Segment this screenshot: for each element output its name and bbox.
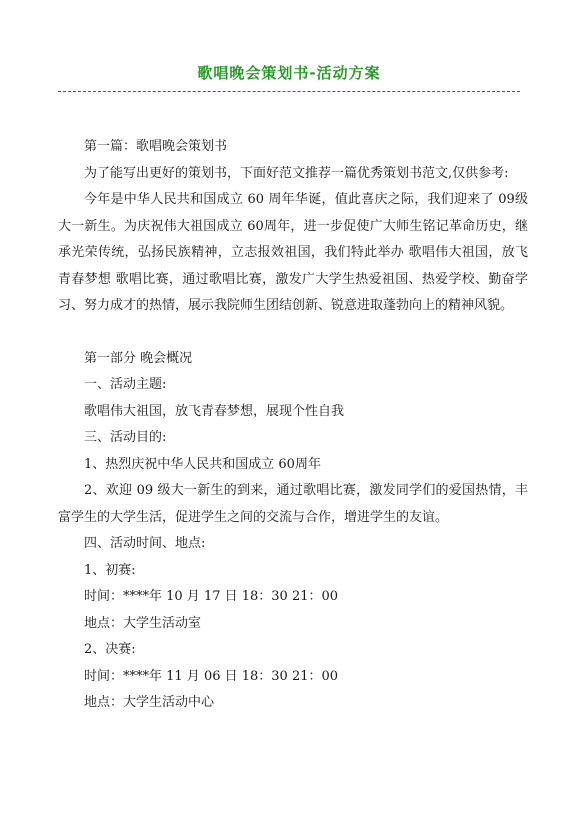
list-item: 一、活动主题: <box>84 377 167 392</box>
paragraph-gap <box>58 320 528 346</box>
part-heading: 第一部分 晚会概况 <box>84 350 193 366</box>
body-paragraph: 今年是中华人民共和国成立 60 周年华诞，值此喜庆之际，我们迎来了 09级大一新生。为庆祝伟大祖国成立 60周年，进一步促使广大师生铭记革命历史，继承光荣传统，弘扬民族精神，立志报效祖国，我们特此举办 歌唱伟大祖国，放飞青春梦想 歌唱比赛，通过歌唱比赛，激发广大学生热爱祖国、热爱学校、勤奋学习、努力成才的热情，展示我院师生团结创新、锐意进取蓬勃向上的精神风貌。 <box>58 192 528 313</box>
document-body <box>58 134 528 717</box>
list-item: 歌唱伟大祖国，放飞青春梦想，展现个性自我 <box>84 403 345 419</box>
list-item: 地点：大学生活动中心 <box>84 695 215 710</box>
list-item: 地点：大学生活动室 <box>84 615 202 631</box>
list-item: 四、活动时间、地点: <box>84 536 206 551</box>
list-item: 1、热烈庆祝中华人民共和国成立 60周年 <box>84 456 321 472</box>
list-item: 三、活动目的: <box>84 430 167 445</box>
list-item: 时间：****年 11 月 06 日 18：30 21：00 <box>84 668 339 684</box>
section-heading: 第一篇：歌唱晚会策划书 <box>84 139 228 154</box>
list-item: 2、决赛: <box>84 642 136 657</box>
list-item: 2、欢迎 09 级大一新生的到来，通过歌唱比赛，激发同学们的爱国热情，丰富学生的大学生活，促进学生之间的交流与合作，增进学生的友谊。 <box>58 483 528 525</box>
document-title: 歌唱晚会策划书-活动方案 <box>197 64 381 82</box>
list-item: 1、初赛: <box>84 562 136 578</box>
list-item: 时间：****年 10 月 17 日 18：30 21：00 <box>84 589 339 604</box>
title-divider <box>58 91 520 92</box>
intro-paragraph: 为了能写出更好的策划书，下面好范文推荐一篇优秀策划书范文,仅供参考: <box>84 165 509 181</box>
